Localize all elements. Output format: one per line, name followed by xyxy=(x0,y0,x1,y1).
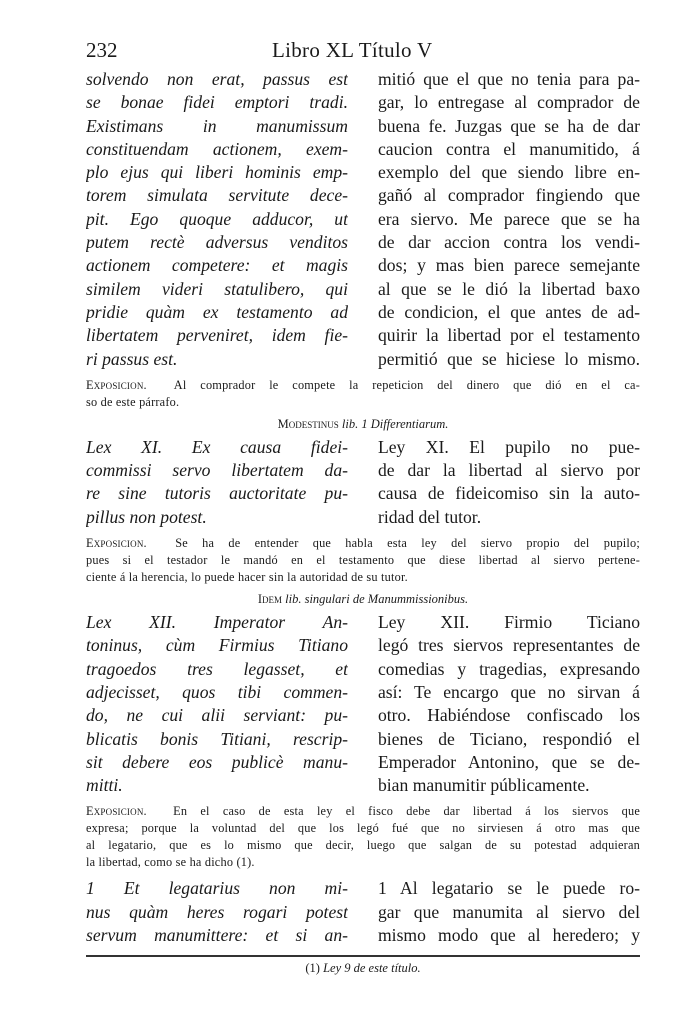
page xyxy=(86,36,640,976)
latin-line: pillus non potest. xyxy=(86,506,207,527)
note-line: expresa; porque la voluntad del que los legó fué que no sirviesen á otro mas que xyxy=(86,821,640,836)
latin-line: Lex XI. Ex causa fidei- xyxy=(86,436,348,457)
latin-line: similem videri statulibero, qui xyxy=(86,278,348,299)
latin-line: Existimans in manumissum xyxy=(86,115,348,136)
note-line xyxy=(86,377,640,394)
note-line: la libertad, como se ha dicho (1). xyxy=(86,855,255,870)
note-line: al legatario, que es lo mismo que decir, luego que salgan de su potestad adquieran xyxy=(86,838,640,853)
latin-line: pit. Ego quoque adducor, ut xyxy=(86,208,348,229)
exposition-note xyxy=(86,535,640,586)
latin-line: libertatem perveniret, idem fie- xyxy=(86,325,348,346)
note-line xyxy=(86,535,640,552)
source-author: Modestinus xyxy=(277,416,339,431)
spanish-column xyxy=(378,877,640,947)
latin-line: tragoedos tres legasset, et xyxy=(86,658,348,679)
latin-line: blicatis bonis Titiani, rescrip- xyxy=(86,728,348,749)
spanish-column xyxy=(378,68,640,371)
latin-line: Lex XII. Imperator An- xyxy=(86,612,348,633)
spanish-column xyxy=(378,436,640,529)
spanish-line: otro. Habiéndose confiscado los xyxy=(378,705,640,726)
note-label: Exposicion. xyxy=(86,536,147,551)
latin-line: 1 Et legatarius non mi- xyxy=(86,878,348,899)
note-line: so de este párrafo. xyxy=(86,394,180,409)
footnote-text: Ley 9 de este título. xyxy=(323,961,421,976)
spanish-line: quirir la libertad por el testamento xyxy=(378,325,640,346)
section-2 xyxy=(86,436,640,529)
latin-line: re sine tutoris auctoritate pu- xyxy=(86,483,348,504)
latin-line: do, ne cui alii serviant: pu- xyxy=(86,705,348,726)
spanish-line: bienes de Ticiano, respondió el xyxy=(378,728,640,749)
latin-line: torem simulata servitute dece- xyxy=(86,185,348,206)
latin-line: pridie quàm ex testamento ad xyxy=(86,301,348,322)
exposition-note xyxy=(86,803,640,871)
spanish-line: 1 Al legatario se le puede ro- xyxy=(378,878,640,899)
latin-line: solvendo non erat, passus est xyxy=(86,69,348,89)
latin-column xyxy=(86,436,348,529)
spanish-line: gar que manumita al siervo del xyxy=(378,901,640,922)
source-citation xyxy=(86,417,640,432)
section-1 xyxy=(86,68,640,371)
spanish-line: de dar accion contra los vendi- xyxy=(378,232,640,253)
spanish-line: de condicion, el que antes de ad- xyxy=(378,301,640,322)
exposition-note xyxy=(86,377,640,411)
spanish-line: dos; y mas bien parece semejante xyxy=(378,255,640,276)
latin-line: se bonae fidei emptori tradi. xyxy=(86,92,348,113)
latin-line: actionem competere: et magis xyxy=(86,255,348,276)
section-4 xyxy=(86,877,640,947)
footnote xyxy=(86,961,640,976)
latin-line: plo ejus qui liberi hominis emp- xyxy=(86,162,348,183)
footnote-marker: (1) xyxy=(305,961,320,976)
page-header xyxy=(86,36,640,68)
source-work: lib. 1 Differentiarum. xyxy=(341,416,449,431)
latin-line: mitti. xyxy=(86,775,123,796)
spanish-line: exemplo del que siendo libre en- xyxy=(378,162,640,183)
note-label: Exposicion. xyxy=(86,804,147,819)
page-number: 232 xyxy=(86,38,118,62)
section-3 xyxy=(86,611,640,797)
latin-line: sit debere eos publicè manu- xyxy=(86,751,348,772)
source-citation xyxy=(86,592,640,607)
spanish-line: buena fe. Juzgas que se ha de dar xyxy=(378,115,640,136)
footnote-rule xyxy=(86,955,640,957)
note-label: Exposicion. xyxy=(86,377,147,392)
spanish-line: de dar la libertad al siervo por xyxy=(378,460,640,481)
latin-line: ri passus est. xyxy=(86,348,178,369)
spanish-line: al que se le dió la libertad baxo xyxy=(378,278,640,299)
spanish-line: legó tres siervos representantes de xyxy=(378,635,640,656)
spanish-line: bian manumitir públicamente. xyxy=(378,775,590,796)
note-line: pues si el testador le mandó en el testamento que diese libertad al siervo pertene- xyxy=(86,553,640,568)
spanish-line: Emperador Antonino, que se de- xyxy=(378,751,640,772)
spanish-line: Ley XII. Firmio Ticiano xyxy=(378,612,640,633)
note-text: En el caso de esta ley el fisco debe dar libertad á los siervos que xyxy=(173,804,640,819)
source-author: Idem xyxy=(257,592,283,607)
latin-line: commissi servo libertatem da- xyxy=(86,460,348,481)
latin-line: servum manumittere: et si an- xyxy=(86,925,348,946)
note-text: Se ha de entender que habla esta ley del siervo propio del pupilo; xyxy=(175,536,640,551)
spanish-line: permitió que se hiciese lo mismo. xyxy=(378,348,640,369)
spanish-line: así: Te encargo que no sirvan á xyxy=(378,681,640,702)
spanish-line: gañó al comprador fingiendo que xyxy=(378,185,640,206)
latin-column xyxy=(86,611,348,797)
note-line xyxy=(86,803,640,820)
note-text: Al comprador le compete la repeticion del dinero que dió en el ca- xyxy=(173,377,640,392)
latin-line: constituendam actionem, exem- xyxy=(86,138,348,159)
spanish-line: era siervo. Me parece que se ha xyxy=(378,208,640,229)
source-work: lib. singulari de Manummissionibus. xyxy=(285,592,469,607)
latin-column xyxy=(86,877,348,947)
spanish-line: causa de fideicomiso sin la auto- xyxy=(378,483,640,504)
spanish-line: ridad del tutor. xyxy=(378,506,482,527)
spanish-line: comedias y tragedias, expresando xyxy=(378,658,640,679)
running-title: Libro XL Título V xyxy=(272,38,433,62)
spanish-line: gar, lo entregase al comprador de xyxy=(378,92,640,113)
spanish-line: Ley XI. El pupilo no pue- xyxy=(378,436,640,457)
latin-column xyxy=(86,68,348,371)
spanish-line: mismo modo que al heredero; y xyxy=(378,925,640,946)
spanish-line: mitió que el que no tenia para pa- xyxy=(378,69,640,89)
spanish-line: caucion contra el manumitido, á xyxy=(378,138,640,159)
note-line: ciente á la herencia, lo puede hacer sin la autoridad de su tutor. xyxy=(86,570,408,585)
spanish-column xyxy=(378,611,640,797)
latin-line: toninus, cùm Firmius Titiano xyxy=(86,635,348,656)
latin-line: putem rectè adversus venditos xyxy=(86,232,348,253)
latin-line: adjecisset, quos tibi commen- xyxy=(86,681,348,702)
latin-line: nus quàm heres rogari potest xyxy=(86,901,348,922)
